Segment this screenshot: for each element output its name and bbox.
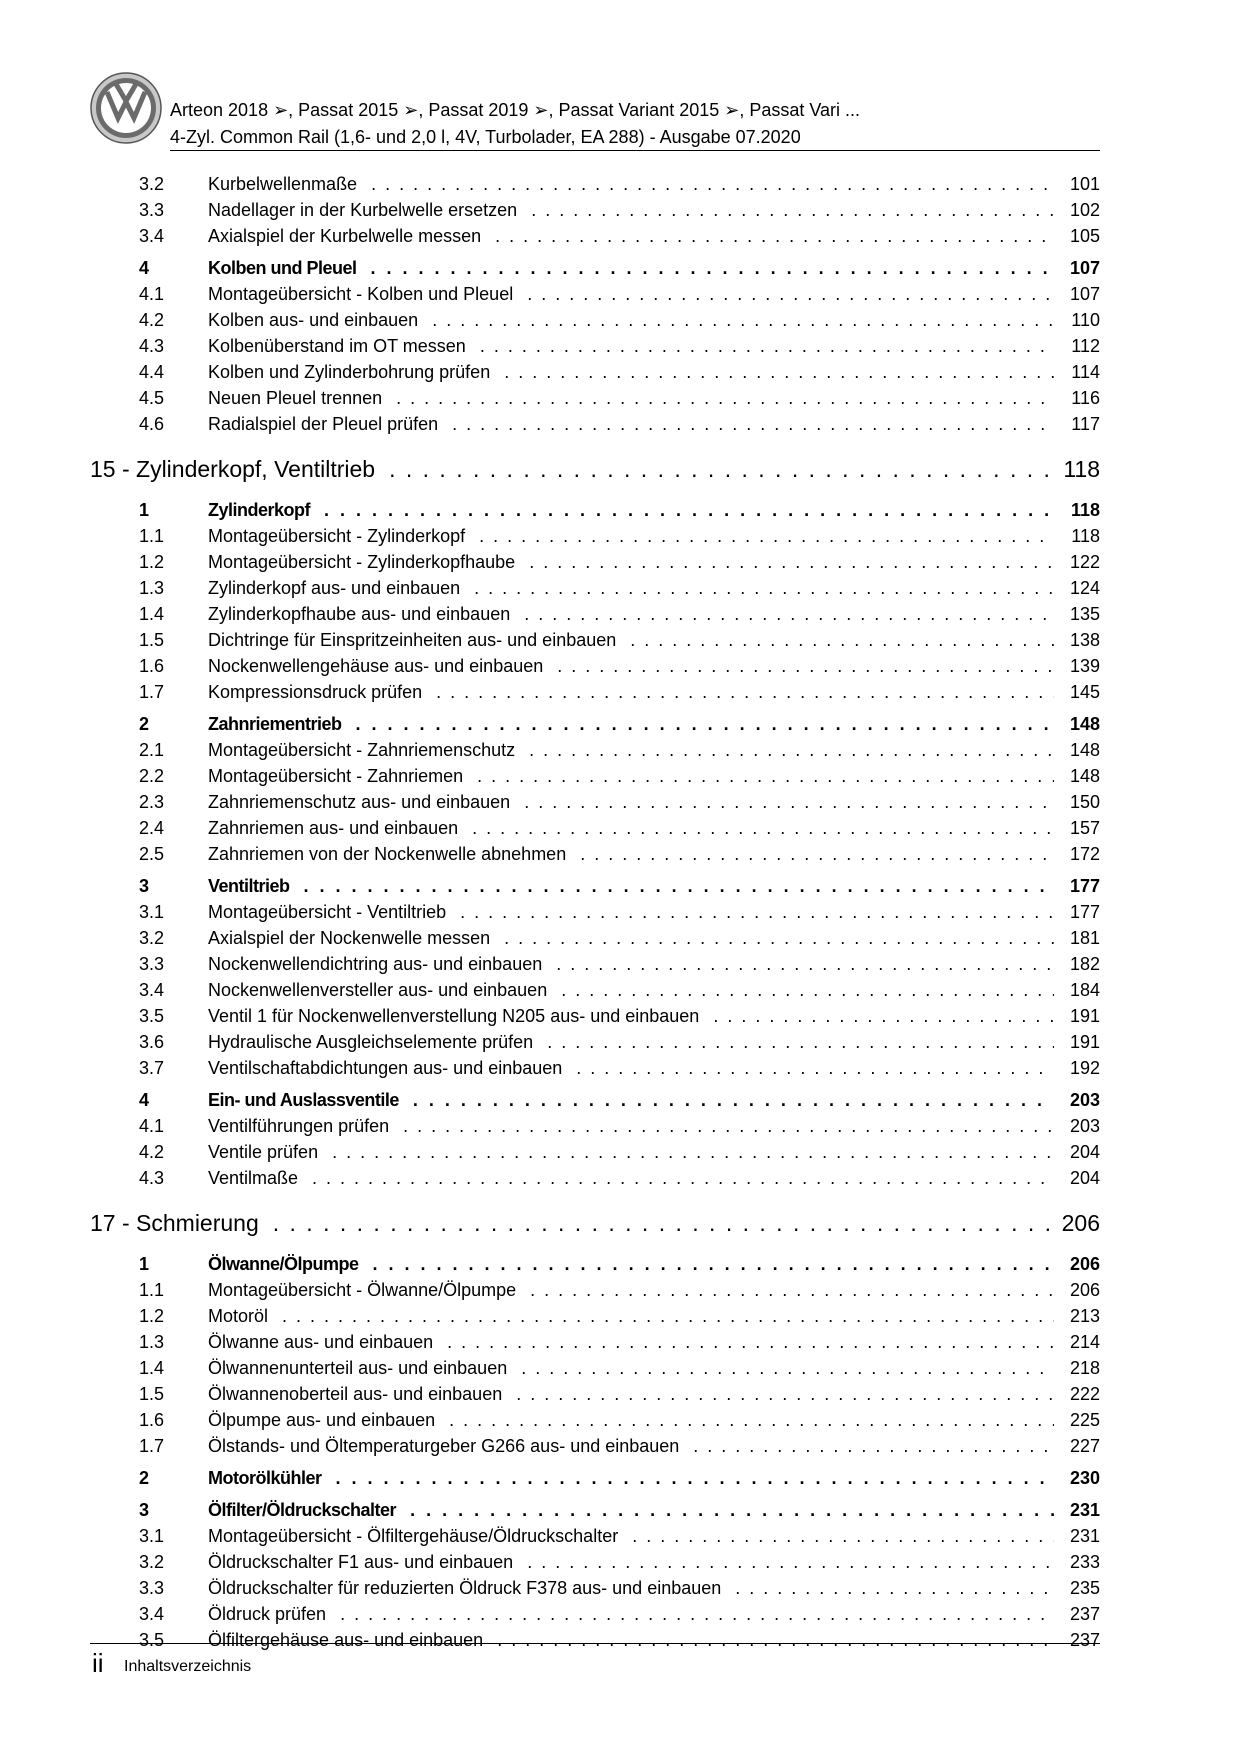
toc-page-number: 117 [1071,414,1100,434]
footer-divider [90,1643,1100,1644]
toc-chapter-row[interactable] [90,447,1100,491]
toc-entry-row[interactable] [90,1165,1100,1191]
toc-entry-row[interactable] [90,1601,1100,1627]
dot-leader [324,497,1054,523]
dot-leader [480,333,1054,359]
toc-page-number: 135 [1069,604,1100,624]
toc-entry-row[interactable] [90,1055,1100,1081]
toc-number: 4.2 [139,1142,165,1162]
toc-number: 1.1 [139,1280,165,1300]
toc-page-number: 107 [1069,258,1100,278]
toc-page-number: 101 [1069,174,1100,194]
toc-title: Öldruckschalter F1 aus- und einbauen [208,1552,514,1572]
toc-title: Hydraulische Ausgleichselemente prüfen [208,1032,534,1052]
toc-page-number: 148 [1069,714,1100,734]
toc-page-number: 235 [1069,1578,1100,1598]
toc-number: 3 [139,876,150,896]
toc-title: Ventilmaße [208,1168,299,1188]
toc-number: 3.5 [139,1006,165,1026]
toc-page-number: 107 [1069,284,1100,304]
toc-number: 1.1 [139,526,165,546]
table-of-contents [90,171,1100,1653]
toc-number: 1.5 [139,630,165,650]
dot-leader [273,1201,1054,1245]
toc-number: 4.3 [139,336,165,356]
toc-number: 1.6 [139,656,165,676]
toc-number: 4 [139,1090,150,1110]
toc-page-number: 191 [1069,1006,1100,1026]
toc-title: Neuen Pleuel trennen [208,388,383,408]
toc-title: Axialspiel der Nockenwelle messen [208,928,491,948]
toc-page-number: 214 [1069,1332,1100,1352]
toc-title: 17 - Schmierung [90,1210,259,1236]
toc-title: Ventiltrieb [208,876,290,896]
toc-number: 3.1 [139,1526,165,1546]
toc-title: Motorölkühler [208,1468,322,1488]
toc-title: Ölwannenoberteil aus- und einbauen [208,1384,503,1404]
toc-title: Kolbenüberstand im OT messen [208,336,466,356]
dot-leader [432,307,1054,333]
toc-number: 3.7 [139,1058,165,1078]
toc-number: 1.3 [139,578,165,598]
dot-leader [332,1139,1054,1165]
toc-page-number: 191 [1069,1032,1100,1052]
toc-entry-row[interactable] [90,223,1100,249]
toc-entry-row[interactable] [90,523,1100,549]
toc-title: Motoröl [208,1306,269,1326]
dot-leader [524,789,1054,815]
toc-page-number: 237 [1069,1604,1100,1624]
toc-number: 1.4 [139,604,165,624]
toc-page-number: 148 [1069,766,1100,786]
toc-entry-row[interactable] [90,333,1100,359]
dot-leader [356,711,1054,737]
vw-logo-icon [90,72,162,144]
toc-number: 3.5 [139,1630,165,1650]
toc-title: Nadellager in der Kurbelwelle ersetzen [208,200,518,220]
toc-entry-row[interactable] [90,653,1100,679]
toc-title: Ein- und Auslassventile [208,1090,399,1110]
dot-leader [713,1003,1054,1029]
toc-page-number: 116 [1071,388,1100,408]
toc-title: Montageübersicht - Ölwanne/Ölpumpe [208,1280,517,1300]
toc-entry-row[interactable] [90,549,1100,575]
toc-page-number: 204 [1069,1168,1100,1188]
toc-page-number: 203 [1069,1116,1100,1136]
toc-entry-row[interactable] [90,1003,1100,1029]
toc-page-number: 138 [1069,630,1100,650]
dot-leader [529,737,1054,763]
toc-page-number: 118 [1071,526,1100,546]
toc-title: Zahnriemen von der Nockenwelle abnehmen [208,844,567,864]
document-title-line1: Arteon 2018 ➢, Passat 2015 ➢, Passat 2019 ➢, Passat Variant 2015 ➢, Passat Vari ... [170,100,861,120]
toc-chapter-row[interactable] [90,1201,1100,1245]
toc-page-number: 231 [1069,1500,1100,1520]
toc-page-number: 227 [1069,1436,1100,1456]
toc-entry-row[interactable] [90,281,1100,307]
dot-leader [472,815,1054,841]
toc-page-number: 148 [1069,740,1100,760]
toc-section-row[interactable] [90,1251,1100,1277]
toc-page-number: 181 [1069,928,1100,948]
dot-leader [477,763,1054,789]
toc-number: 4.5 [139,388,165,408]
toc-number: 1 [139,500,150,520]
toc-title: Montageübersicht - Zahnriemenschutz [208,740,516,760]
toc-entry-row[interactable] [90,925,1100,951]
dot-leader [436,679,1054,705]
toc-entry-row[interactable] [90,789,1100,815]
toc-page-number: 105 [1069,226,1100,246]
dot-leader [282,1303,1054,1329]
dot-leader [371,255,1054,281]
dot-leader [452,411,1054,437]
dot-leader [693,1433,1054,1459]
dot-leader [373,1251,1054,1277]
toc-entry-row[interactable] [90,815,1100,841]
toc-page-number: 139 [1069,656,1100,676]
toc-title: Ölwannenunterteil aus- und einbauen [208,1358,508,1378]
dot-leader [735,1575,1054,1601]
toc-entry-row[interactable] [90,627,1100,653]
toc-entry-row[interactable] [90,197,1100,223]
toc-number: 2.4 [139,818,165,838]
toc-number: 4.1 [139,284,165,304]
toc-number: 4.2 [139,310,165,330]
dot-leader [531,197,1054,223]
toc-title: Zahnriemen aus- und einbauen [208,818,459,838]
toc-number: 3.1 [139,902,165,922]
dot-leader [530,1277,1054,1303]
dot-leader [527,1549,1054,1575]
document-title-line2: 4-Zyl. Common Rail (1,6- und 2,0 l, 4V, Turbolader, EA 288) - Ausgabe 07.2020 [170,127,801,147]
toc-entry-row[interactable] [90,1113,1100,1139]
dot-leader [580,841,1054,867]
toc-section-row[interactable] [90,711,1100,737]
dot-leader [504,359,1054,385]
toc-title: Nockenwellengehäuse aus- und einbauen [208,656,544,676]
toc-title: Montageübersicht - Ölfiltergehäuse/Öldruckschalter [208,1526,619,1546]
toc-entry-row[interactable] [90,737,1100,763]
toc-title: Öldruckschalter für reduzierten Öldruck F378 aus- und einbauen [208,1578,722,1598]
dot-leader [479,523,1054,549]
toc-title: Montageübersicht - Kolben und Pleuel [208,284,514,304]
dot-leader [410,1497,1054,1523]
toc-title: Ventilführungen prüfen [208,1116,390,1136]
toc-page-number: 110 [1071,310,1100,330]
toc-page-number: 182 [1069,954,1100,974]
toc-title: Zahnriementrieb [208,714,342,734]
dot-leader [340,1601,1054,1627]
toc-page-number: 204 [1069,1142,1100,1162]
toc-number: 1.4 [139,1358,165,1378]
toc-number: 2 [139,1468,150,1488]
toc-page-number: 218 [1069,1358,1100,1378]
toc-entry-row[interactable] [90,1575,1100,1601]
toc-title: Ölstands- und Öltemperaturgeber G266 aus- und einbauen [208,1436,680,1456]
toc-page-number: 112 [1071,336,1100,356]
toc-entry-row[interactable] [90,1139,1100,1165]
toc-page-number: 124 [1069,578,1100,598]
dot-leader [561,977,1054,1003]
toc-number: 1.6 [139,1410,165,1430]
toc-number: 2.3 [139,792,165,812]
toc-page-number: 177 [1069,902,1100,922]
toc-number: 3.3 [139,1578,165,1598]
dot-leader [413,1087,1054,1113]
toc-entry-row[interactable] [90,1029,1100,1055]
toc-entry-row[interactable] [90,1329,1100,1355]
toc-title: Montageübersicht - Zylinderkopf [208,526,466,546]
toc-page-number: 233 [1069,1552,1100,1572]
toc-title: Ölwanne aus- und einbauen [208,1332,434,1352]
toc-number: 4 [139,258,150,278]
toc-page-number: 206 [1069,1280,1100,1300]
toc-number: 1.3 [139,1332,165,1352]
toc-page-number: 122 [1069,552,1100,572]
dot-leader [576,1055,1054,1081]
toc-page-number: 206 [1069,1254,1100,1274]
toc-number: 3.4 [139,226,165,246]
toc-section-row[interactable] [90,1497,1100,1523]
toc-entry-row[interactable] [90,679,1100,705]
toc-page-number: 118 [1070,500,1100,520]
dot-leader [529,549,1054,575]
toc-number: 4.6 [139,414,165,434]
toc-entry-row[interactable] [90,977,1100,1003]
toc-title: Kolben und Pleuel [208,258,357,278]
dot-leader [497,1627,1054,1653]
toc-number: 3.3 [139,200,165,220]
dot-leader [524,601,1054,627]
toc-entry-row[interactable] [90,411,1100,437]
toc-number: 2.2 [139,766,165,786]
toc-title: Ölwanne/Ölpumpe [208,1254,359,1274]
toc-number: 1.5 [139,1384,165,1404]
dot-leader [504,925,1054,951]
dot-leader [304,873,1054,899]
toc-section-row[interactable] [90,1465,1100,1491]
dot-leader [312,1165,1054,1191]
toc-title: Zylinderkopf aus- und einbauen [208,578,461,598]
toc-page-number: 213 [1069,1306,1100,1326]
toc-number: 3.2 [139,174,165,194]
toc-title: Ventile prüfen [208,1142,319,1162]
toc-page-number: 222 [1069,1384,1100,1404]
toc-number: 1 [139,1254,150,1274]
toc-entry-row[interactable] [90,1277,1100,1303]
toc-entry-row[interactable] [90,899,1100,925]
toc-page-number: 177 [1069,876,1100,896]
toc-title: Kurbelwellenmaße [208,174,358,194]
toc-number: 1.2 [139,552,165,572]
toc-entry-row[interactable] [90,307,1100,333]
toc-title: Ölfiltergehäuse aus- und einbauen [208,1630,484,1650]
dot-leader [547,1029,1054,1055]
page-header [90,52,1100,148]
dot-leader [632,1523,1054,1549]
dot-leader [527,281,1054,307]
toc-section-row[interactable] [90,497,1100,523]
header-divider [170,150,1100,151]
toc-page-number: 206 [1061,1210,1100,1236]
toc-title: Nockenwellenversteller aus- und einbauen [208,980,548,1000]
toc-page-number: 203 [1069,1090,1100,1110]
toc-page-number: 157 [1069,818,1100,838]
toc-entry-row[interactable] [90,841,1100,867]
dot-leader [447,1329,1054,1355]
toc-entry-row[interactable] [90,1433,1100,1459]
toc-page-number: 225 [1069,1410,1100,1430]
toc-number: 2.5 [139,844,165,864]
dot-leader [371,171,1054,197]
toc-page-number: 118 [1063,456,1100,482]
dot-leader [495,223,1054,249]
toc-page-number: 237 [1069,1630,1100,1650]
toc-title: Ventil 1 für Nockenwellenverstellung N205 aus- und einbauen [208,1006,700,1026]
dot-leader [449,1407,1054,1433]
dot-leader [516,1381,1054,1407]
toc-title: Axialspiel der Kurbelwelle messen [208,226,482,246]
toc-title: Zahnriemenschutz aus- und einbauen [208,792,511,812]
toc-entry-row[interactable] [90,1303,1100,1329]
toc-title: Zylinderkopf [208,500,311,520]
toc-page-number: 192 [1069,1058,1100,1078]
toc-title: Kompressionsdruck prüfen [208,682,423,702]
toc-number: 1.7 [139,682,165,702]
toc-entry-row[interactable] [90,171,1100,197]
toc-title: Montageübersicht - Zylinderkopfhaube [208,552,516,572]
toc-number: 3.2 [139,1552,165,1572]
dot-leader [521,1355,1054,1381]
dot-leader [396,385,1054,411]
toc-title: Radialspiel der Pleuel prüfen [208,414,439,434]
toc-title: Öldruck prüfen [208,1604,327,1624]
toc-page-number: 231 [1069,1526,1100,1546]
toc-section-row[interactable] [90,873,1100,899]
toc-entry-row[interactable] [90,1549,1100,1575]
toc-title: Montageübersicht - Zahnriemen [208,766,464,786]
toc-title: Ölpumpe aus- und einbauen [208,1410,436,1430]
dot-leader [630,627,1054,653]
toc-number: 4.3 [139,1168,165,1188]
toc-section-row[interactable] [90,255,1100,281]
toc-section-row[interactable] [90,1087,1100,1113]
toc-page-number: 102 [1069,200,1100,220]
toc-page-number: 172 [1069,844,1100,864]
toc-number: 2 [139,714,150,734]
toc-entry-row[interactable] [90,1523,1100,1549]
toc-number: 3 [139,1500,150,1520]
toc-entry-row[interactable] [90,601,1100,627]
toc-entry-row[interactable] [90,951,1100,977]
toc-title: Nockenwellendichtring aus- und einbauen [208,954,543,974]
toc-number: 3.6 [139,1032,165,1052]
toc-number: 1.7 [139,1436,165,1456]
toc-entry-row[interactable] [90,575,1100,601]
toc-number: 1.2 [139,1306,165,1326]
toc-title: Zylinderkopfhaube aus- und einbauen [208,604,511,624]
toc-number: 2.1 [139,740,165,760]
dot-leader [460,899,1054,925]
dot-leader [403,1113,1054,1139]
dot-leader [389,447,1054,491]
toc-number: 3.4 [139,980,165,1000]
toc-number: 3.3 [139,954,165,974]
dot-leader [557,653,1054,679]
toc-number: 4.1 [139,1116,165,1136]
toc-page-number: 230 [1069,1468,1100,1488]
toc-number: 3.2 [139,928,165,948]
toc-entry-row[interactable] [90,1381,1100,1407]
toc-page-number: 150 [1069,792,1100,812]
toc-title: Ventilschaftabdichtungen aus- und einbauen [208,1058,563,1078]
toc-entry-row[interactable] [90,385,1100,411]
toc-entry-row[interactable] [90,1407,1100,1433]
dot-leader [474,575,1054,601]
toc-title: Kolben und Zylinderbohrung prüfen [208,362,491,382]
toc-number: 4.4 [139,362,165,382]
footer-page-number: ii [92,1648,104,1678]
toc-title: Dichtringe für Einspritzeinheiten aus- und einbauen [208,630,617,650]
toc-title: 15 - Zylinderkopf, Ventiltrieb [90,456,376,482]
toc-title: Montageübersicht - Ventiltrieb [208,902,447,922]
toc-entry-row[interactable] [90,359,1100,385]
toc-entry-row[interactable] [90,1627,1100,1653]
toc-entry-row[interactable] [90,1355,1100,1381]
toc-title: Kolben aus- und einbauen [208,310,419,330]
toc-entry-row[interactable] [90,763,1100,789]
footer-label: Inhaltsverzeichnis [124,1658,252,1675]
toc-number: 3.4 [139,1604,165,1624]
toc-page-number: 114 [1071,362,1100,382]
dot-leader [556,951,1054,977]
toc-page-number: 184 [1069,980,1100,1000]
dot-leader [336,1465,1055,1491]
toc-title: Ölfilter/Öldruckschalter [208,1500,397,1520]
toc-page-number: 145 [1069,682,1100,702]
